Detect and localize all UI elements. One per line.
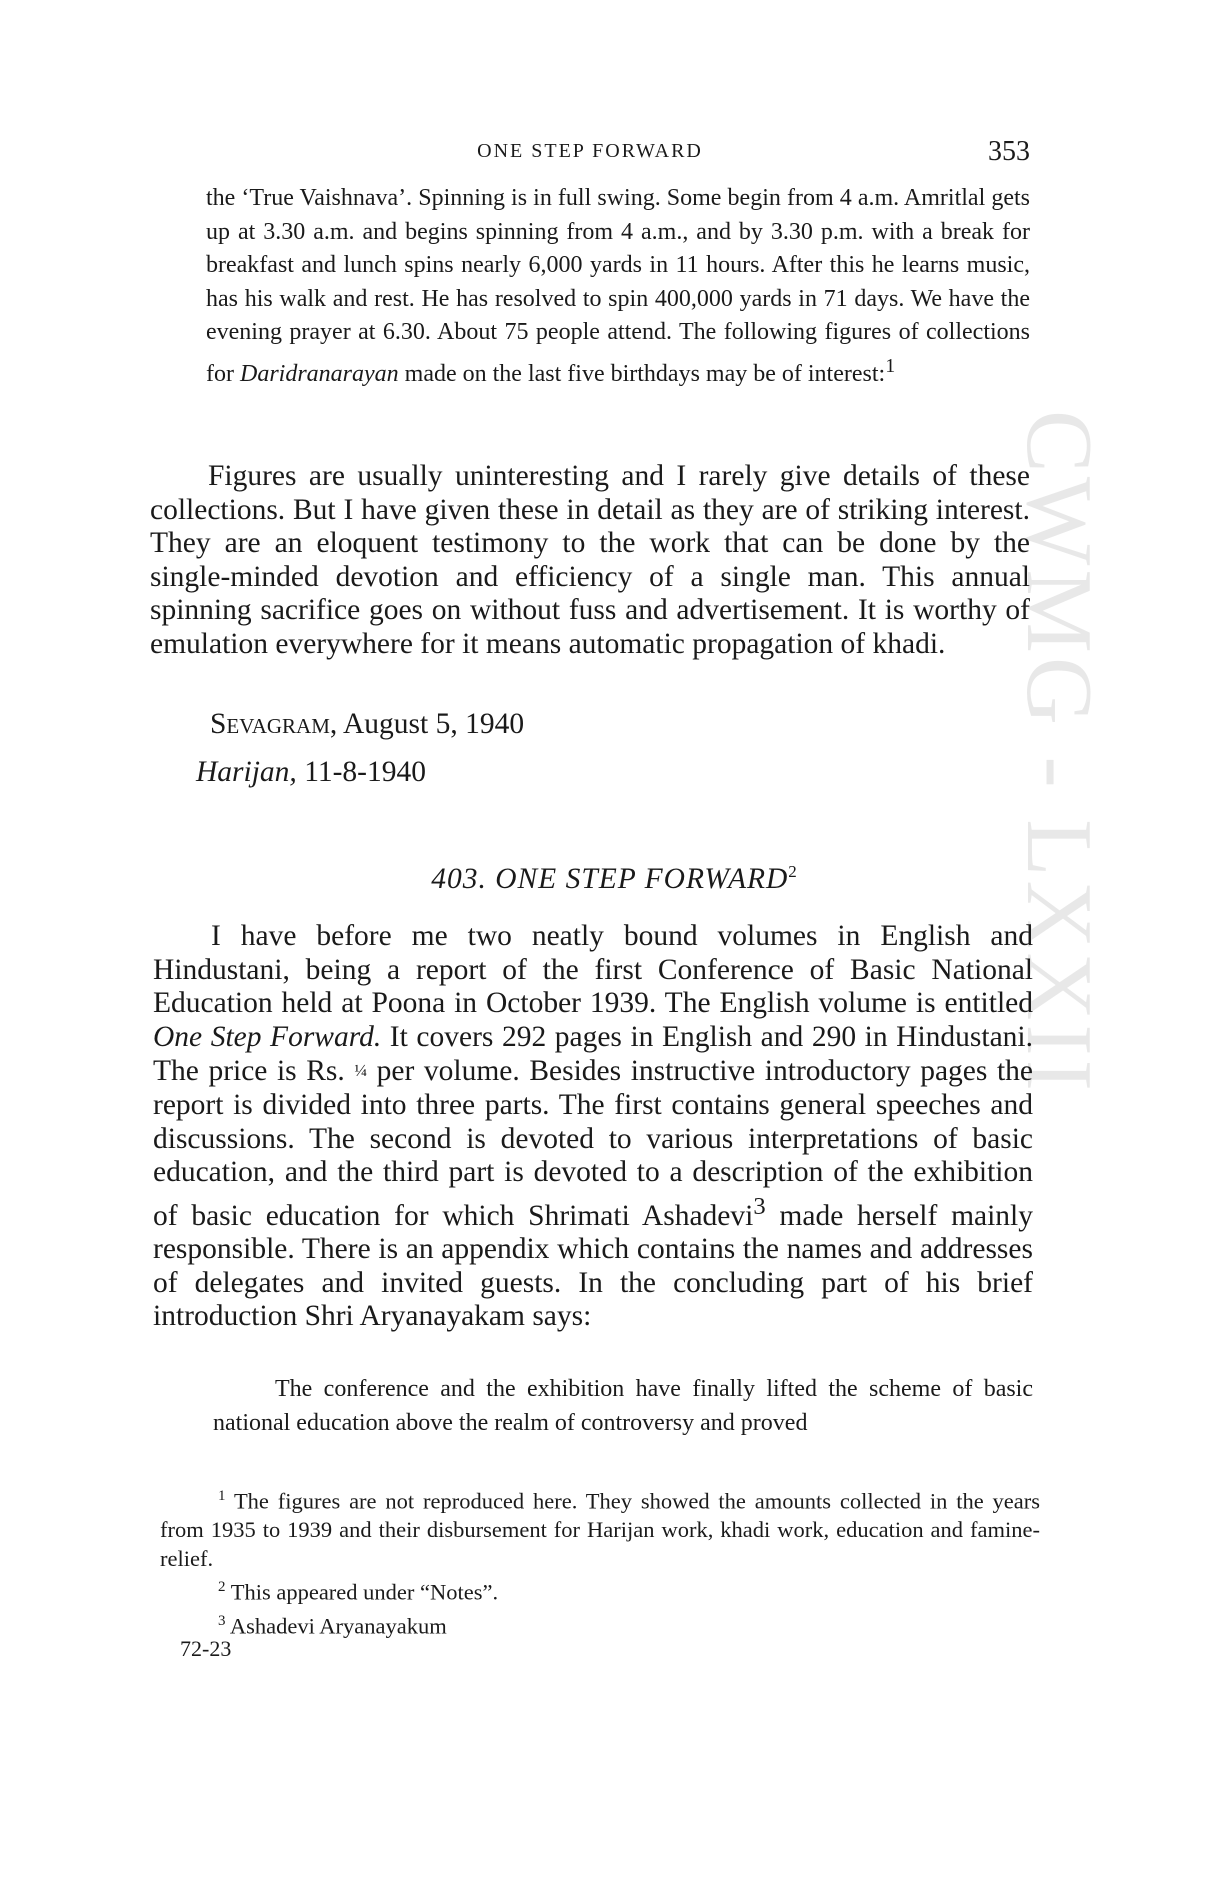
letter-paragraph <box>206 182 1030 391</box>
letter-text-part-b: made on the last five birthdays may be of interest: <box>398 360 886 387</box>
section-title: ONE STEP FORWARD <box>495 862 789 895</box>
signature-code: 72-23 <box>180 1636 232 1661</box>
book-title: One Step Forward. <box>153 1020 382 1053</box>
footnote-ref-3: 3 <box>753 1192 766 1220</box>
footnote-text: Ashadevi Aryanayakum <box>229 1613 447 1639</box>
footnotes <box>160 1482 1040 1641</box>
source-publication: Harijan, <box>196 756 297 788</box>
footnote-ref-1: 1 <box>885 354 896 377</box>
commentary-paragraph: Figures are usually uninteresting and I rarely give details of these collections. But I have given these in detail as they are of striking interest. They are an eloquent testimony to the work that can be done by the single-minded devotion and efficiency of a single man. This annual spinning sacrifice goes on without fuss and advertisement. It is worthy of emulation everywhere for it means automatic propagation of khadi. <box>150 460 1030 660</box>
footnote-marker: 3 <box>218 1613 226 1629</box>
running-head <box>150 136 1030 172</box>
signoff-date: August 5, 1940 <box>343 708 525 740</box>
footnote-marker: 2 <box>218 1579 226 1595</box>
price-fraction: ¼ <box>354 1061 368 1081</box>
block-quote: The conference and the exhibition have finally lifted the scheme of basic national education above the realm of controversy and proved <box>213 1376 1033 1436</box>
footnote-text: The figures are not reproduced here. They showed the amounts collected in the years from 1935 to 1939 and their disbursement for Harijan work, khadi work, education and famine-relief. <box>160 1488 1041 1571</box>
source-date: 11-8-1940 <box>304 756 426 788</box>
article-text-part-c: per volume. Besides instructive introductory pages the report is divided into three parts. The first contains general speeches and discussions. The second is devoted to various interpretations of basic education, and the third part is devoted to a description of the exhibition of basic education for which Shrimati Ashadevi <box>153 1055 1033 1232</box>
footnote-marker: 1 <box>218 1488 226 1504</box>
section-number: 403. <box>431 862 487 895</box>
source-citation <box>196 756 426 789</box>
article-text-part-d: made herself mainly responsible. There is an appendix which contains the names and addresses of delegates and invited guests. In the concluding part of his brief introduction Shri Aryanayakam says: <box>153 1199 1034 1333</box>
article-text-part-a: I have before me two neatly bound volumes in English and Hindustani, being a report of the first Conference of Basic National Education held at Poona in October 1939. The English volume is entitled <box>153 920 1033 1020</box>
signoff-place-date <box>210 708 524 741</box>
letter-italic-term: Daridranarayan <box>239 360 399 387</box>
footnote-3 <box>160 1607 1040 1641</box>
article-text-part-b: It covers 292 pages in English and 290 in Hindustani. The price is Rs. <box>153 1020 1033 1088</box>
watermark-text: CWMG - LXXII <box>1007 410 1111 1095</box>
footnote-text: This appeared under “Notes”. <box>230 1579 499 1605</box>
running-title: ONE STEP FORWARD <box>477 140 703 162</box>
page-number: 353 <box>988 136 1030 167</box>
signoff-place: Sevagram, <box>210 708 338 740</box>
article-paragraph <box>153 920 1033 1334</box>
footnote-2 <box>160 1573 1040 1607</box>
footnote-1 <box>160 1482 1040 1573</box>
section-heading <box>0 862 1229 896</box>
footnote-ref-2: 2 <box>788 862 798 881</box>
letter-text-part-a: the ‘True Vaishnava’. Spinning is in full swing. Some begin from 4 a.m. Amritlal gets up at 3.30 a.m. and begins spinning from 4 a.m., and by 3.30 p.m. with a break for breakfast and lunch spins nearly 6,000 yards in 11 hours. After this he learns music, has his walk and rest. He has resolved to spin 400,000 yards in 71 days. We have the evening prayer at 6.30. About 75 people attend. The following figures of collections for <box>206 185 1030 387</box>
